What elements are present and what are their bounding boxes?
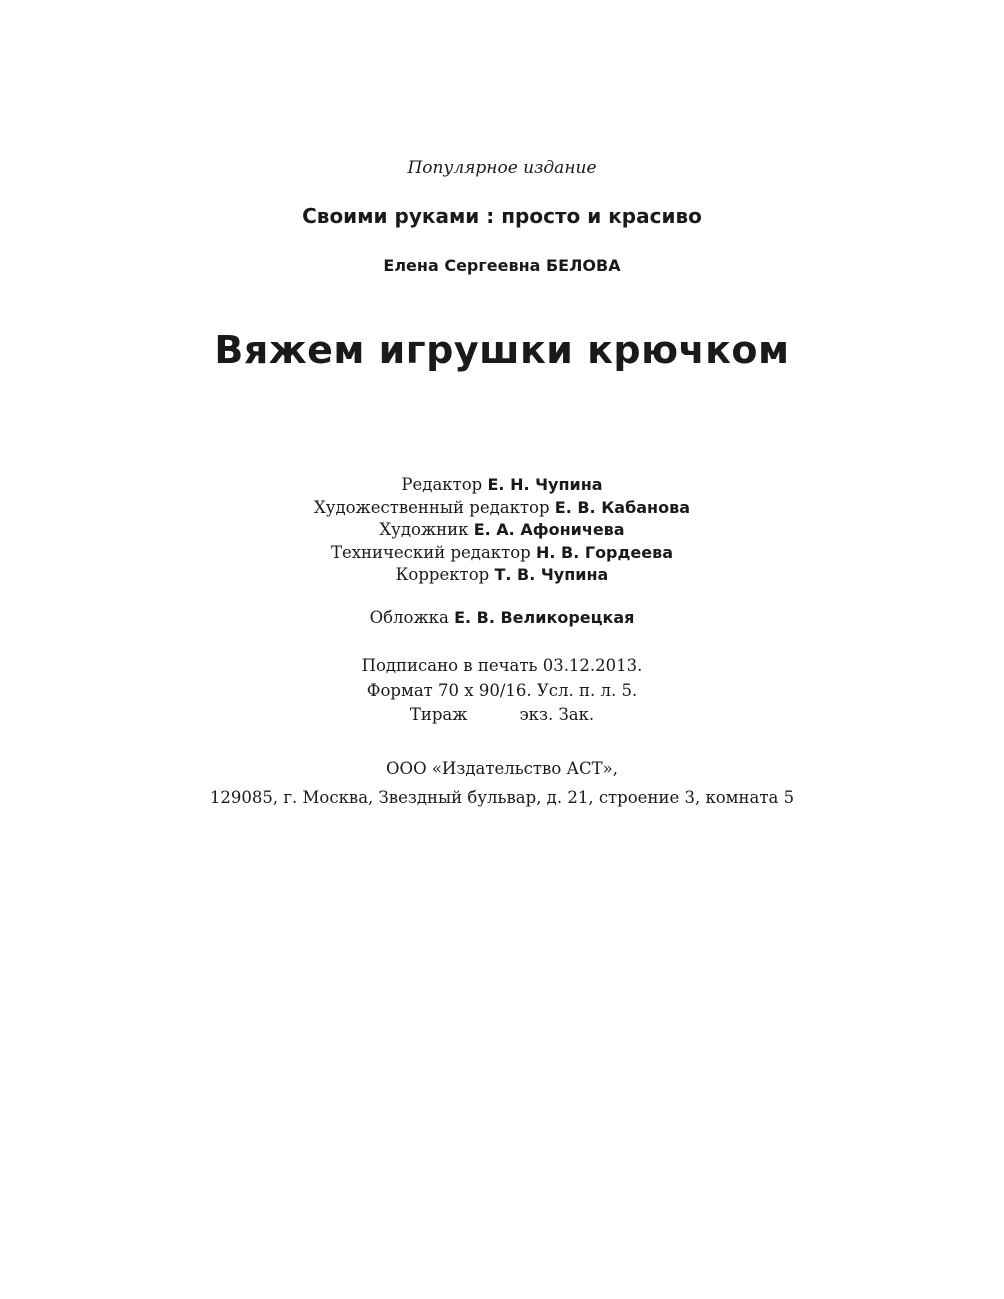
credit-person: Е. В. Великорецкая xyxy=(454,608,635,627)
credit-artist xyxy=(0,519,1004,542)
credit-art-editor xyxy=(0,497,1004,520)
credit-role: Художественный редактор xyxy=(313,497,550,517)
print-info xyxy=(0,654,1004,728)
credit-person: Т. В. Чупина xyxy=(494,565,609,584)
circulation-label: Тираж xyxy=(409,705,468,724)
credit-person: Н. В. Гордеева xyxy=(535,542,674,562)
credit-role: Корректор xyxy=(395,565,490,584)
credit-role: Технический редактор xyxy=(330,542,531,562)
credit-role: Художник xyxy=(379,520,469,539)
credit-role: Редактор xyxy=(401,475,483,494)
credit-role: Обложка xyxy=(369,608,449,627)
publisher-name: ООО «Издательство АСТ», xyxy=(386,759,618,778)
publisher-block xyxy=(0,754,1004,812)
credit-person: Е. В. Кабанова xyxy=(554,497,691,517)
series-title: Своими руками : просто и красиво xyxy=(302,204,702,228)
circulation-line xyxy=(0,703,1004,728)
publisher-address: 129085, г. Москва, Звездный бульвар, д. 21, строение 3, комната 5 xyxy=(209,788,795,807)
author-name: Елена Сергеевна БЕЛОВА xyxy=(383,256,621,275)
credit-cover xyxy=(0,608,1004,627)
signed-to-print: Подписано в печать 03.12.2013. xyxy=(361,656,643,675)
copies-label: экз. Зак. xyxy=(519,705,595,724)
book-title: Вяжем игрушки крючком xyxy=(214,328,790,372)
credits-block xyxy=(0,474,1004,587)
edition-type: Популярное издание xyxy=(407,158,597,178)
credit-tech-editor xyxy=(0,542,1004,565)
credit-proofreader xyxy=(0,564,1004,587)
credit-person: Е. Н. Чупина xyxy=(487,475,603,494)
print-format: Формат 70 х 90/16. Усл. п. л. 5. xyxy=(366,680,638,700)
credit-person: Е. А. Афоничева xyxy=(473,520,625,539)
credit-editor xyxy=(0,474,1004,497)
